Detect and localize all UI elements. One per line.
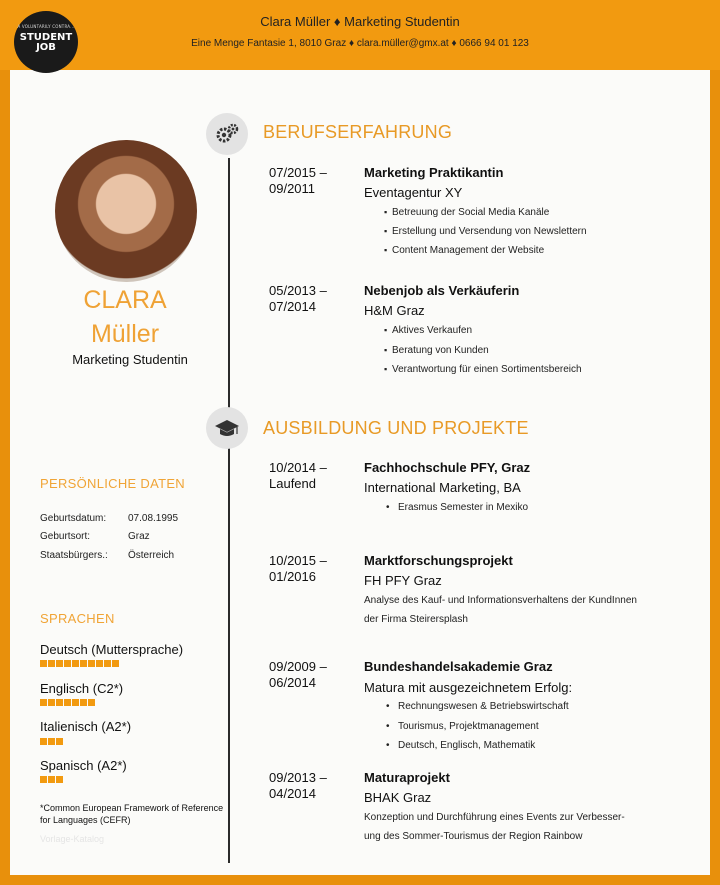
level-square	[80, 660, 87, 667]
level-square	[56, 699, 63, 706]
experience-title: BERUFSERFAHRUNG	[263, 122, 453, 142]
entry-date: 07/2015 – 09/2011	[269, 165, 327, 196]
language-level-bar	[40, 660, 119, 667]
entry-description: Analyse des Kauf- und Informationsverhaltens der KundInnen	[364, 595, 637, 606]
entry-date: 10/2014 – Laufend	[269, 460, 327, 491]
level-square	[80, 699, 87, 706]
entry-title: Marketing Praktikantin	[364, 165, 504, 180]
entry-title: Maturaprojekt	[364, 770, 450, 785]
level-square	[48, 660, 55, 667]
language-label: Deutsch (Muttersprache)	[40, 642, 184, 657]
level-square	[64, 699, 71, 706]
entry-bullet: ▪ Content Management der Website	[392, 245, 544, 256]
gears-icon	[206, 113, 248, 155]
entry-date: 09/2009 – 06/2014	[269, 659, 327, 690]
entry-bullet: ▪ Betreuung der Social Media Kanäle	[392, 207, 549, 218]
level-square	[40, 776, 47, 783]
level-square	[40, 738, 47, 745]
entry-description: ung des Sommer-Tourismus der Region Rainbow	[364, 831, 583, 842]
graduation-cap-icon	[206, 407, 248, 449]
level-square	[48, 738, 55, 745]
language-level-bar	[40, 738, 63, 745]
last-name: Müller	[90, 320, 160, 348]
logo-line1: STUDENT	[19, 32, 73, 43]
level-square	[96, 660, 103, 667]
entry-bullet: • Erasmus Semester in Mexiko	[398, 502, 528, 513]
level-square	[56, 738, 63, 745]
entry-title: Bundeshandelsakademie Graz	[364, 659, 553, 674]
entry-bullet: ▪ Beratung von Kunden	[392, 345, 489, 356]
level-square	[40, 699, 47, 706]
level-square	[56, 660, 63, 667]
entry-organization: Eventagentur XY	[364, 185, 463, 200]
entry-organization: FH PFY Graz	[364, 573, 442, 588]
entry-date: 05/2013 – 07/2014	[269, 283, 327, 314]
entry-bullet: • Tourismus, Projektmanagement	[398, 721, 539, 732]
header-contact-line: Eine Menge Fantasie 1, 8010 Graz ♦ clara.müller@gmx.at ♦ 0666 94 01 123	[191, 38, 529, 49]
first-name: CLARA	[83, 286, 167, 314]
cefr-note: *Common European Framework of Reference for Languages (CEFR)	[40, 803, 224, 825]
language-level-bar	[40, 776, 63, 783]
entry-title: Marktforschungsprojekt	[364, 553, 513, 568]
level-square	[88, 699, 95, 706]
level-square	[56, 776, 63, 783]
template-watermark: Vorlage-Katalog	[40, 834, 105, 844]
header-name-line: Clara Müller ♦ Marketing Studentin	[260, 14, 460, 29]
student-job-logo	[14, 11, 78, 73]
language-label: Spanisch (A2*)	[40, 758, 127, 773]
profile-photo	[55, 140, 197, 282]
entry-bullet: ▪ Erstellung und Versendung von Newslettern	[392, 226, 587, 237]
role-subtitle: Marketing Studentin	[72, 352, 188, 367]
level-square	[48, 776, 55, 783]
entry-title: Fachhochschule PFY, Graz	[364, 460, 531, 475]
personal-data-heading: PERSÖNLICHE DATEN	[40, 476, 185, 491]
language-label: Italienisch (A2*)	[40, 719, 132, 734]
personal-row: Geburtsdatum: 07.08.1995	[40, 513, 179, 524]
level-square	[88, 660, 95, 667]
level-square	[64, 660, 71, 667]
entry-bullet: • Rechnungswesen & Betriebswirtschaft	[398, 701, 569, 712]
education-title: AUSBILDUNG UND PROJEKTE	[263, 418, 529, 438]
entry-organization: International Marketing, BA	[364, 480, 521, 495]
level-square	[112, 660, 119, 667]
level-square	[40, 660, 47, 667]
level-square	[104, 660, 111, 667]
logo-small-text: A VOLUNTARILY CONTRA...	[17, 24, 75, 29]
logo-line2: JOB	[36, 42, 56, 53]
entry-organization: Matura mit ausgezeichnetem Erfolg:	[364, 680, 573, 695]
entry-date: 10/2015 – 01/2016	[269, 553, 327, 584]
entry-bullet: • Deutsch, Englisch, Mathematik	[398, 740, 535, 751]
level-square	[72, 660, 79, 667]
header-bar	[0, 0, 720, 70]
level-square	[48, 699, 55, 706]
entry-date: 09/2013 – 04/2014	[269, 770, 327, 801]
language-level-bar	[40, 699, 95, 706]
language-label: Englisch (C2*)	[40, 681, 124, 696]
entry-bullet: ▪ Verantwortung für einen Sortimentsbereich	[392, 364, 582, 375]
entry-description: Konzeption und Durchführung eines Events zur Verbesser-	[364, 812, 625, 823]
personal-row: Geburtsort: Graz	[40, 531, 150, 542]
entry-organization: BHAK Graz	[364, 790, 432, 805]
entry-organization: H&M Graz	[364, 303, 425, 318]
languages-heading: SPRACHEN	[40, 611, 115, 626]
timeline-line	[228, 158, 230, 863]
personal-row: Staatsbürgers.: Österreich	[40, 550, 175, 561]
entry-description: der Firma Steirersplash	[364, 614, 468, 625]
entry-bullet: ▪ Aktives Verkaufen	[392, 325, 472, 336]
entry-title: Nebenjob als Verkäuferin	[364, 283, 520, 298]
level-square	[72, 699, 79, 706]
